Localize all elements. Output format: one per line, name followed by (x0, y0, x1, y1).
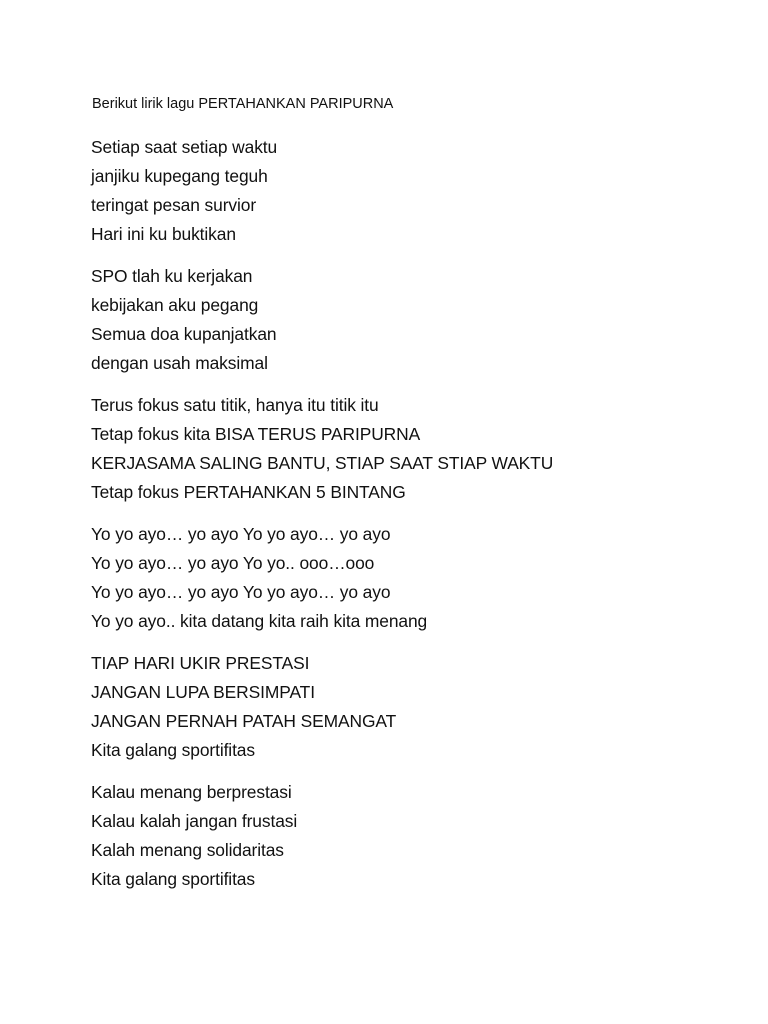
stanza-1 (91, 133, 751, 249)
lyric-line: Semua doa kupanjatkan (91, 324, 277, 344)
lyric-line: Yo yo ayo.. kita datang kita raih kita menang (91, 611, 428, 631)
lyrics-body (91, 133, 751, 907)
lyric-line: SPO tlah ku kerjakan (91, 266, 253, 286)
lyric-line: Yo yo ayo… yo ayo Yo yo.. ooo…ooo (91, 553, 375, 573)
lyric-line: kebijakan aku pegang (91, 295, 259, 315)
stanza-6 (91, 778, 751, 894)
document-heading: Berikut lirik lagu PERTAHANKAN PARIPURNA (92, 96, 394, 112)
lyric-line: Tetap fokus kita BISA TERUS PARIPURNA (91, 424, 421, 444)
stanza-4 (91, 520, 751, 636)
lyric-line: teringat pesan survior (91, 195, 257, 215)
lyric-line: Kita galang sportifitas (91, 869, 255, 889)
lyric-line: Terus fokus satu titik, hanya itu titik itu (91, 395, 379, 415)
lyric-line: Kalau menang berprestasi (91, 782, 292, 802)
stanza-2 (91, 262, 751, 378)
stanza-5 (91, 649, 751, 765)
stanza-3 (91, 391, 751, 507)
lyric-line: Kita galang sportifitas (91, 740, 255, 760)
lyric-line: Kalau kalah jangan frustasi (91, 811, 298, 831)
lyric-line: dengan usah maksimal (91, 353, 268, 373)
lyric-line: JANGAN PERNAH PATAH SEMANGAT (91, 711, 397, 731)
lyric-line: Hari ini ku buktikan (91, 224, 236, 244)
lyric-line: Setiap saat setiap waktu (91, 137, 278, 157)
lyric-line: KERJASAMA SALING BANTU, STIAP SAAT STIAP WAKTU (91, 453, 554, 473)
lyric-line: Tetap fokus PERTAHANKAN 5 BINTANG (91, 482, 406, 502)
lyric-line: Kalah menang solidaritas (91, 840, 284, 860)
lyric-line: Yo yo ayo… yo ayo Yo yo ayo… yo ayo (91, 582, 391, 602)
lyric-line: TIAP HARI UKIR PRESTASI (91, 653, 310, 673)
lyric-line: Yo yo ayo… yo ayo Yo yo ayo… yo ayo (91, 524, 391, 544)
lyric-line: janjiku kupegang teguh (91, 166, 268, 186)
lyric-line: JANGAN LUPA BERSIMPATI (91, 682, 315, 702)
